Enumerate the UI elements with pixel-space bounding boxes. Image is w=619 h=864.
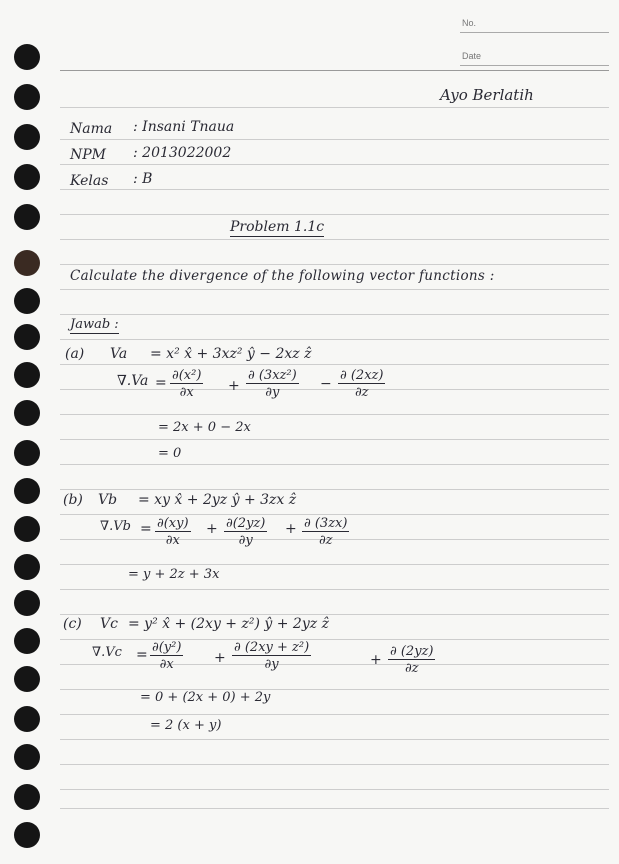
- part-b-rhs: = xy x̂ + 2yz ŷ + 3zx ẑ: [138, 492, 297, 508]
- part-c-step2: = 2 (x + y): [150, 718, 222, 733]
- binder-hole: [14, 288, 40, 314]
- term-denominator: ∂x: [165, 533, 180, 548]
- part-b-eq: =: [140, 521, 152, 537]
- ruled-line: [60, 464, 609, 465]
- ruled-line: [60, 139, 609, 140]
- part-c-op2: +: [370, 652, 382, 668]
- part-b-term1: [155, 516, 191, 548]
- binder-hole: [14, 666, 40, 692]
- ruled-line: [60, 364, 609, 365]
- answer-label: Jawab :: [70, 317, 119, 332]
- binder-hole: [14, 478, 40, 504]
- term-numerator: ∂(2yz): [226, 516, 266, 531]
- term-numerator: ∂(y²): [152, 640, 182, 655]
- ruled-line: [60, 107, 609, 108]
- term-denominator: ∂x: [179, 385, 194, 400]
- part-a-term3: [338, 368, 385, 400]
- nama-label: Nama: [70, 121, 113, 137]
- binder-hole: [14, 124, 40, 150]
- part-a-step2: = 0: [158, 446, 182, 461]
- part-a-label: (a): [65, 346, 85, 362]
- ruled-line: [60, 289, 609, 290]
- ruled-line: [60, 214, 609, 215]
- part-b-step1: = y + 2z + 3x: [128, 567, 220, 582]
- part-c-term1: [150, 640, 183, 672]
- binder-hole: [14, 362, 40, 388]
- term-denominator: ∂z: [404, 661, 419, 676]
- part-a-div-lhs: ∇.Va: [117, 373, 149, 389]
- ruled-line: [60, 764, 609, 765]
- ruled-line: [60, 239, 609, 240]
- ruled-line: [60, 639, 609, 640]
- nama-value: : Insani Tnaua: [133, 119, 235, 135]
- binder-hole: [14, 250, 40, 276]
- ruled-line: [60, 614, 609, 615]
- binder-hole: [14, 516, 40, 542]
- binder-hole: [14, 440, 40, 466]
- term-numerator: ∂ (2yz): [390, 644, 434, 659]
- binder-hole: [14, 590, 40, 616]
- header-rule: [60, 70, 609, 71]
- ruled-line: [60, 189, 609, 190]
- ruled-line: [60, 164, 609, 165]
- part-a-op1: +: [228, 378, 240, 394]
- part-a-term2: [246, 368, 299, 400]
- part-b-div-lhs: ∇.Vb: [100, 519, 131, 534]
- term-denominator: ∂x: [159, 657, 174, 672]
- term-numerator: ∂ (2xz): [340, 368, 384, 383]
- part-c-lhs: Vc: [100, 616, 118, 632]
- term-denominator: ∂y: [238, 533, 253, 548]
- part-b-term2: [224, 516, 267, 548]
- part-b-op1: +: [206, 521, 218, 537]
- part-a-lhs: Va: [110, 346, 128, 362]
- ruled-line: [60, 589, 609, 590]
- binder-hole: [14, 554, 40, 580]
- page-heading: Ayo Berlatih: [440, 86, 534, 104]
- part-b-lhs: Vb: [98, 492, 118, 508]
- ruled-line: [60, 314, 609, 315]
- no-label: No.: [462, 18, 477, 28]
- ruled-line: [60, 414, 609, 415]
- term-denominator: ∂y: [265, 385, 280, 400]
- ruled-line: [60, 389, 609, 390]
- term-numerator: ∂ (2xy + z²): [234, 640, 310, 655]
- ruled-line: [60, 514, 609, 515]
- ruled-line: [60, 264, 609, 265]
- part-c-div-lhs: ∇.Vc: [92, 645, 122, 660]
- part-b-term3: [302, 516, 349, 548]
- ruled-line: [60, 339, 609, 340]
- part-a-eq: =: [155, 375, 167, 391]
- ruled-line: [60, 564, 609, 565]
- part-c-op1: +: [214, 650, 226, 666]
- term-denominator: ∂z: [354, 385, 369, 400]
- part-c-term3: [388, 644, 435, 676]
- term-denominator: ∂y: [264, 657, 279, 672]
- date-rule: [460, 65, 609, 66]
- term-numerator: ∂(xy): [157, 516, 189, 531]
- ruled-line: [60, 664, 609, 665]
- binder-hole: [14, 822, 40, 848]
- part-c-rhs: = y² x̂ + (2xy + z²) ŷ + 2yz ẑ: [128, 616, 329, 632]
- ruled-line: [60, 439, 609, 440]
- kelas-value: : B: [133, 171, 153, 187]
- part-b-label: (b): [63, 492, 83, 508]
- ruled-line: [60, 808, 609, 809]
- part-c-step1: = 0 + (2x + 0) + 2y: [140, 690, 271, 705]
- problem-title: Problem 1.1c: [230, 219, 325, 235]
- part-c-label: (c): [63, 616, 82, 632]
- binder-hole: [14, 628, 40, 654]
- binder-hole: [14, 44, 40, 70]
- part-a-term1: [170, 368, 203, 400]
- binder-hole: [14, 84, 40, 110]
- term-numerator: ∂ (3xz²): [248, 368, 297, 383]
- binder-hole: [14, 400, 40, 426]
- term-numerator: ∂(x²): [172, 368, 202, 383]
- part-c-eq: =: [136, 647, 148, 663]
- binder-hole: [14, 164, 40, 190]
- problem-statement: Calculate the divergence of the following vector functions :: [70, 268, 495, 284]
- kelas-label: Kelas: [70, 173, 109, 189]
- binder-hole: [14, 706, 40, 732]
- ruled-line: [60, 714, 609, 715]
- part-a-op2: −: [320, 376, 332, 392]
- no-rule: [460, 32, 609, 33]
- ruled-line: [60, 489, 609, 490]
- binder-hole: [14, 204, 40, 230]
- binder-hole: [14, 784, 40, 810]
- ruled-line: [60, 739, 609, 740]
- part-b-op2: +: [285, 521, 297, 537]
- binder-hole: [14, 324, 40, 350]
- ruled-line: [60, 789, 609, 790]
- date-label: Date: [462, 51, 482, 61]
- npm-label: NPM: [70, 147, 107, 163]
- part-a-step1: = 2x + 0 − 2x: [158, 420, 251, 435]
- term-numerator: ∂ (3zx): [304, 516, 348, 531]
- part-c-term2: [232, 640, 311, 672]
- npm-value: : 2013022002: [133, 145, 232, 161]
- binder-hole: [14, 744, 40, 770]
- term-denominator: ∂z: [318, 533, 333, 548]
- part-a-rhs: = x² x̂ + 3xz² ŷ − 2xz ẑ: [150, 346, 312, 362]
